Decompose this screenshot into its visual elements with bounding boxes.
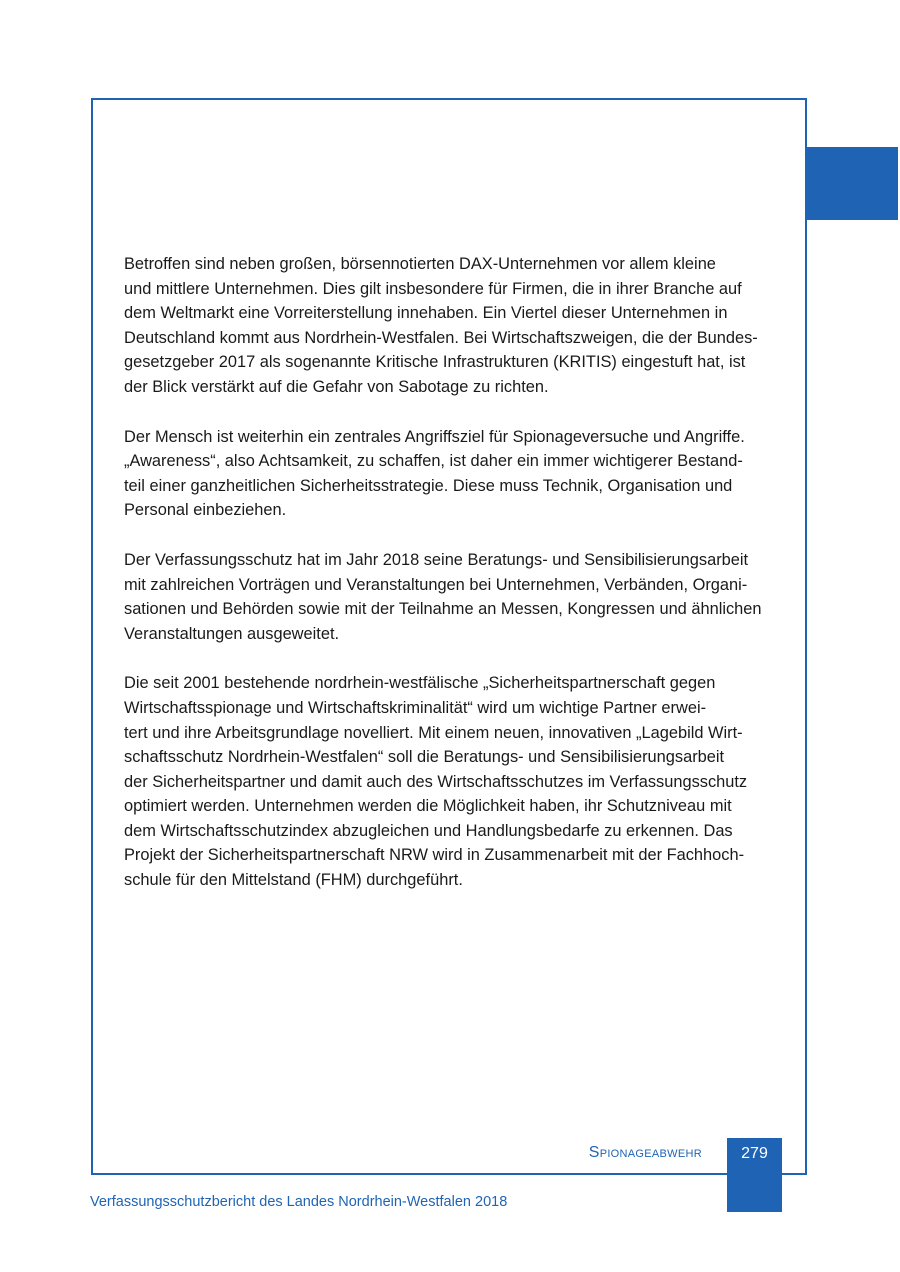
text-line: Betroffen sind neben großen, börsennotierten DAX-Unternehmen vor allem kleine (124, 255, 716, 273)
text-line: dem Weltmarkt eine Vorreiterstellung innehaben. Ein Viertel dieser Unternehmen in (124, 304, 728, 323)
text-line: teil einer ganzheitlichen Sicherheitsstrategie. Diese muss Technik, Organisation und (124, 476, 733, 495)
text-line: sationen und Behörden sowie mit der Teilnahme an Messen, Kongressen und ähnlichen (124, 600, 762, 619)
text-line: Der Verfassungsschutz hat im Jahr 2018 seine Beratungs- und Sensibilisierungsarbeit (124, 550, 749, 569)
text-line: der Sicherheitspartner und damit auch des Wirtschaftsschutzes im Verfassungsschutz (124, 772, 748, 791)
text-line: Deutschland kommt aus Nordrhein-Westfalen. Bei Wirtschaftszweigen, die der Bundes- (124, 328, 758, 347)
text-line: und mittlere Unternehmen. Dies gilt insbesondere für Firmen, die in ihrer Branche auf (124, 279, 742, 298)
text-line: gesetzgeber 2017 als sogenannte Kritische Infrastrukturen (KRITIS) eingestuft hat, ist (124, 353, 746, 372)
text-line: optimiert werden. Unternehmen werden die Möglichkeit haben, ihr Schutzniveau mit (124, 797, 732, 816)
text-line: Personal einbeziehen. (124, 501, 287, 520)
paragraph (124, 425, 794, 523)
paragraph (124, 671, 794, 892)
page-number-box (727, 1138, 782, 1212)
text-line: Der Mensch ist weiterhin ein zentrales Angriffsziel für Spionageversuche und Angriffe. (124, 427, 745, 446)
text-line: schaftsschutz Nordrhein-Westfalen“ soll die Beratungs- und Sensibilisierungsarbeit (124, 748, 725, 767)
text-line: mit zahlreichen Vorträgen und Veranstaltungen bei Unternehmen, Verbänden, Organi- (124, 575, 748, 594)
text-line: der Blick verstärkt auf die Gefahr von Sabotage zu richten. (124, 377, 549, 396)
text-line: schule für den Mittelstand (FHM) durchgeführt. (124, 871, 463, 890)
text-line: dem Wirtschaftsschutzindex abzugleichen und Handlungsbedarfe zu erkennen. Das (124, 821, 733, 840)
text-line: Veranstaltungen ausgeweitet. (124, 624, 340, 643)
section-label: Spionageabwehr (588, 1144, 702, 1161)
text-line: tert und ihre Arbeitsgrundlage novelliert. Mit einem neuen, innovativen „Lagebild Wirt- (124, 723, 743, 742)
text-line: Wirtschaftsspionage und Wirtschaftskriminalität“ wird um wichtige Partner erwei- (124, 698, 707, 717)
text-line: Projekt der Sicherheitspartnerschaft NRW wird in Zusammenarbeit mit der Fachhoch- (124, 846, 745, 865)
paragraph (124, 548, 794, 646)
chapter-tab-marker (805, 147, 898, 220)
page-number: 279 (741, 1145, 768, 1162)
text-line: „Awareness“, also Achtsamkeit, zu schaffen, ist daher ein immer wichtigerer Bestand- (124, 452, 743, 471)
body-text (124, 252, 794, 918)
footer-text: Verfassungsschutzbericht des Landes Nordrhein-Westfalen 2018 (90, 1194, 508, 1210)
paragraph (124, 252, 794, 400)
text-line: Die seit 2001 bestehende nordrhein-westfälische „Sicherheitspartnerschaft gegen (124, 674, 716, 693)
